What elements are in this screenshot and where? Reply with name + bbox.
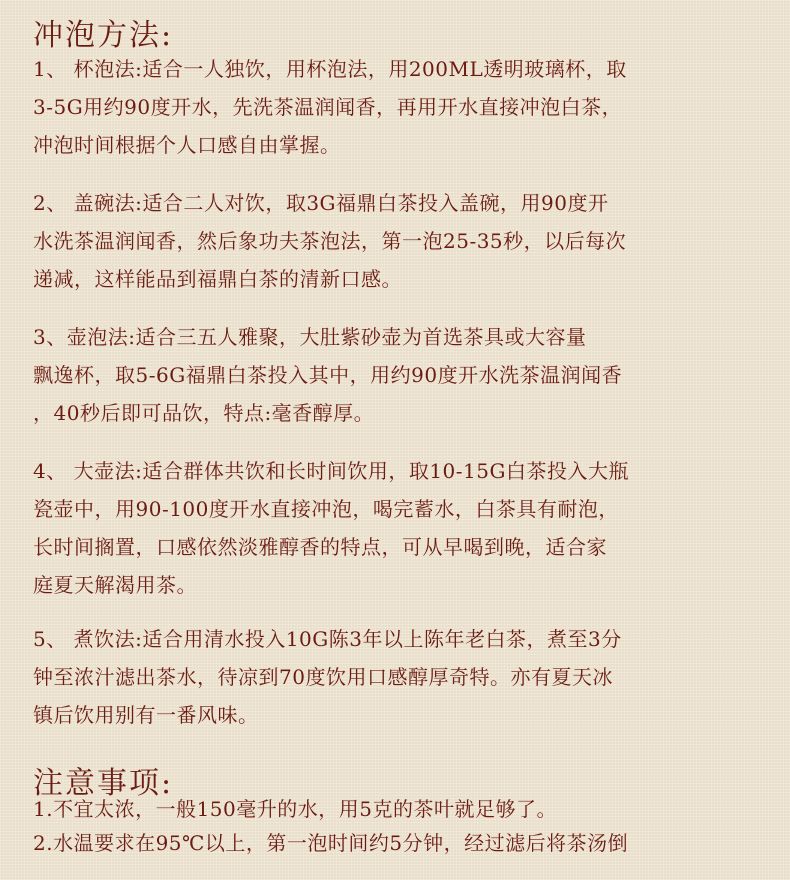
method-1-line-2: 3-5G用约90度开水，先洗茶温润闻香，再用开水直接冲泡白茶，: [33, 95, 623, 119]
note-item-2: 2.水温要求在95℃以上，第一泡时间约5分钟，经过滤后将茶汤倒: [33, 831, 629, 855]
method-3-paragraph: [33, 318, 763, 432]
method-1-paragraph: [33, 50, 763, 164]
method-4-line-1: 4、 大壶法:适合群体共饮和长时间饮用，取10-15G白茶投入大瓶: [33, 459, 629, 483]
method-2-line-2: 水洗茶温润闻香，然后象功夫茶泡法，第一泡25-35秒，以后每次: [33, 229, 627, 253]
method-5-line-2: 钟至浓汁滤出茶水，待凉到70度饮用口感醇厚奇特。亦有夏天冰: [33, 665, 613, 689]
method-3-line-3: ，40秒后即可品饮，特点:毫香醇厚。: [33, 401, 375, 425]
method-5-line-1: 5、 煮饮法:适合用清水投入10G陈3年以上陈年老白茶，煮至3分: [33, 627, 622, 651]
method-3-line-2: 飘逸杯，取5-6G福鼎白茶投入其中，用约90度开水洗茶温润闻香: [33, 363, 623, 387]
note-item-1: 1.不宜太浓，一般150毫升的水，用5克的茶叶就足够了。: [33, 797, 557, 821]
method-4-paragraph: [33, 452, 763, 604]
method-4-line-2: 瓷壶中，用90-100度开水直接冲泡，喝完蓄水，白茶具有耐泡，: [33, 497, 619, 521]
method-3-line-1: 3、壶泡法:适合三五人雅聚，大肚紫砂壶为首选茶具或大容量: [33, 325, 587, 349]
method-5-paragraph: [33, 620, 763, 734]
brewing-methods-title: 冲泡方法:: [33, 18, 174, 53]
method-2-paragraph: [33, 184, 763, 298]
method-2-line-3: 递减，这样能品到福鼎白茶的清新口感。: [33, 267, 402, 291]
method-4-line-3: 长时间搁置，口感依然淡雅醇香的特点，可从早喝到晚，适合家: [33, 535, 607, 559]
method-2-line-1: 2、 盖碗法:适合二人对饮，取3G福鼎白茶投入盖碗，用90度开: [33, 191, 609, 215]
method-1-line-1: 1、 杯泡法:适合一人独饮，用杯泡法，用200ML透明玻璃杯，取: [33, 57, 627, 81]
method-1-line-3: 冲泡时间根据个人口感自由掌握。: [33, 133, 341, 157]
notes-title: 注意事项:: [33, 766, 174, 801]
method-5-line-3: 镇后饮用别有一番风味。: [33, 703, 259, 727]
method-4-line-4: 庭夏天解渴用茶。: [33, 573, 197, 597]
